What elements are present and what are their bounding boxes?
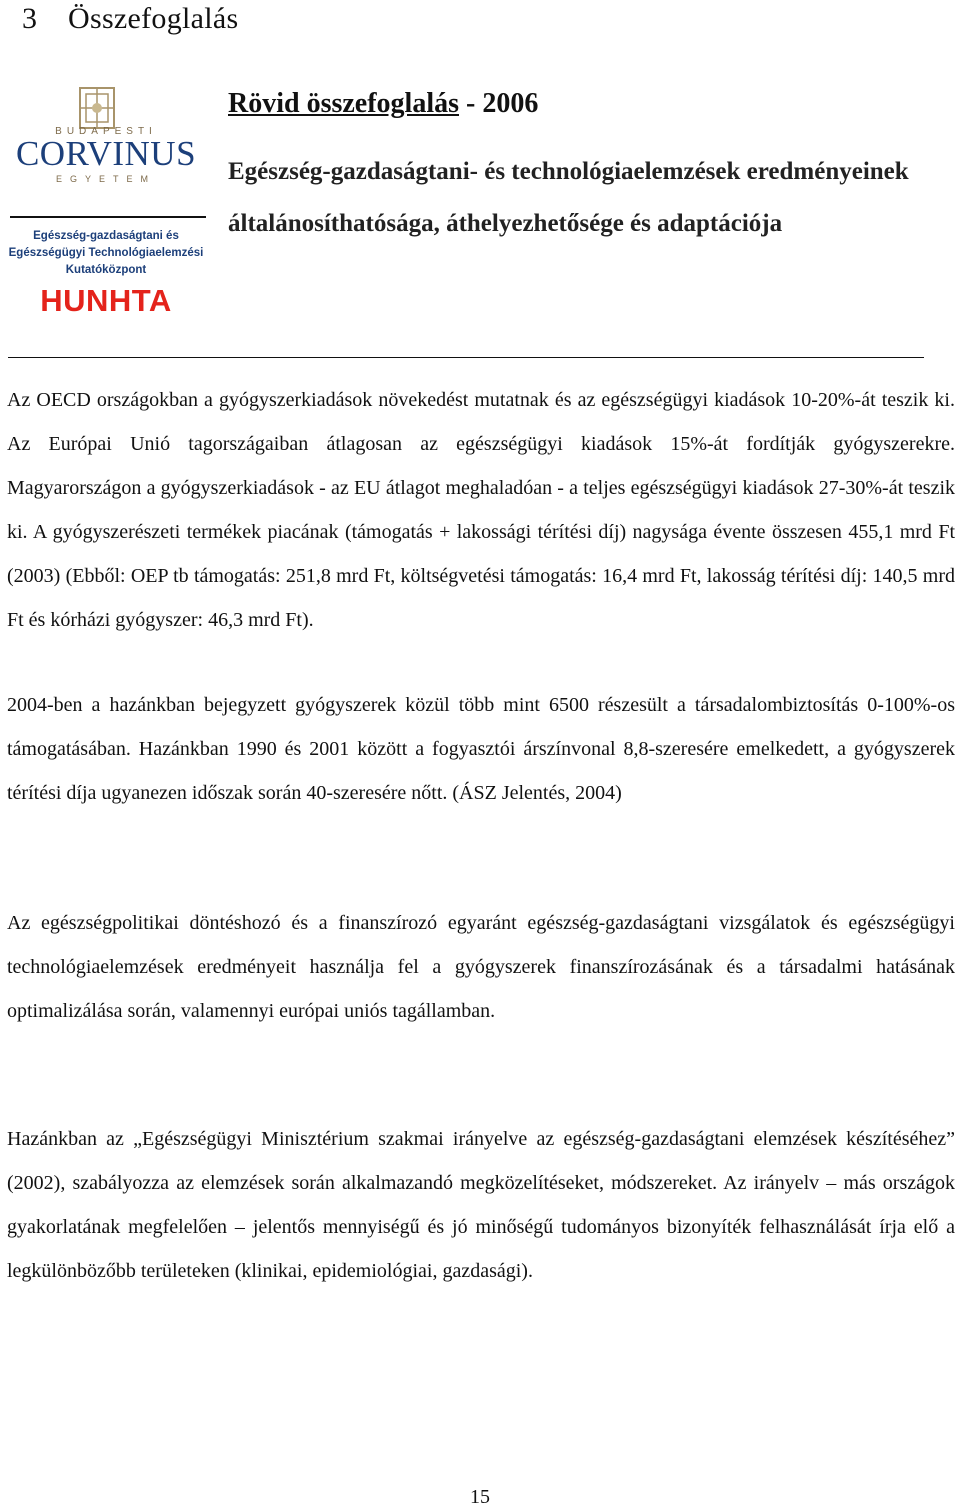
hunhta-wordmark: HUNHTA <box>40 283 172 318</box>
center-name-line-2: Egészségügyi Technológiaelemzési <box>8 247 204 259</box>
logo-line-budapesti: BUDAPESTI <box>55 126 157 137</box>
logo-divider <box>10 216 206 218</box>
summary-subtitle: Egészség-gazdaságtani- és technológiaelemzések eredményeinek általánosíthatósága, áthelyezhetősége és adaptációja <box>228 158 909 237</box>
paragraph-4: Hazánkban az „Egészségügyi Minisztérium szakmai irányelve az egészség-gazdaságtani elemzések készítéséhez” (2002), szabályozza az elemzések során alkalmazandó megközelítéseket, módszereket. Az irányelv – más országok gyakorlatának megfelelően – jelentős mennyiségű és jó minőségű tudományos bizonyíték felhasználását írja elő a legkülönbözőbb területeken (klinikai, epidemiológiai, gazdasági). <box>7 1128 955 1282</box>
header-rule <box>8 357 924 358</box>
paragraph-3: Az egészségpolitikai döntéshozó és a finanszírozó egyaránt egészség-gazdaságtani vizsgálatok és egészségügyi technológiaelemzések eredményeit használja fel a gyógyszerek finanszírozásának és a társadalmi hatásának optimalizálása során, valamennyi európai uniós tagállamban. <box>7 912 955 1022</box>
page-number: 15 <box>470 1486 490 1508</box>
center-name-line-1: Egészség-gazdaságtani és <box>33 230 179 242</box>
paragraph-1: Az OECD országokban a gyógyszerkiadások növekedést mutatnak és az egészségügyi kiadások 10-20%-át teszik ki. Az Európai Unió tagországaiban átlagosan az egészségügyi kiadások 15%-át fordítják gyógyszerekre. Magyarországon a gyógyszerkiadások - az EU átlagot meghaladóan - a teljes egészségügyi kiadások 27-30%-át teszik ki. A gyógyszerészeti termékek piacának (támogatás + lakossági térítési díj) nagysága évente összesen 455,1 mrd Ft (2003) (Ebből: OEP tb támogatás: 251,8 mrd Ft, költségvetési támogatás: 16,4 mrd Ft, lakosság térítési díj: 140,5 mrd Ft és kórházi gyógyszer: 46,3 mrd Ft). <box>7 389 955 631</box>
logo-wordmark-corvinus: CORVINUS <box>15 134 197 173</box>
summary-title <box>228 88 538 120</box>
institution-logo <box>6 86 206 322</box>
summary-title-text: Rövid összefoglalás <box>228 88 459 119</box>
paragraph-2: 2004-ben a hazánkban bejegyzett gyógyszerek közül több mint 6500 részesült a társadalombiztosítás 0-100%-os támogatásában. Hazánkban 1990 és 2001 között a fogyasztói árszínvonal 8,8-szeresére emelkedett, a gyógyszerek térítési díja ugyanezen időszak során 40-szeresére nőtt. (ÁSZ Jelentés, 2004) <box>7 694 955 804</box>
summary-year: - 2006 <box>459 88 539 119</box>
logo-line-egyetem: EGYETEM <box>55 174 156 184</box>
research-center-name <box>6 228 206 279</box>
section-title: Összefoglalás <box>68 2 239 35</box>
center-name-line-3: Kutatóközpont <box>65 264 147 276</box>
section-number: 3 <box>22 2 38 35</box>
section-heading <box>22 2 239 36</box>
